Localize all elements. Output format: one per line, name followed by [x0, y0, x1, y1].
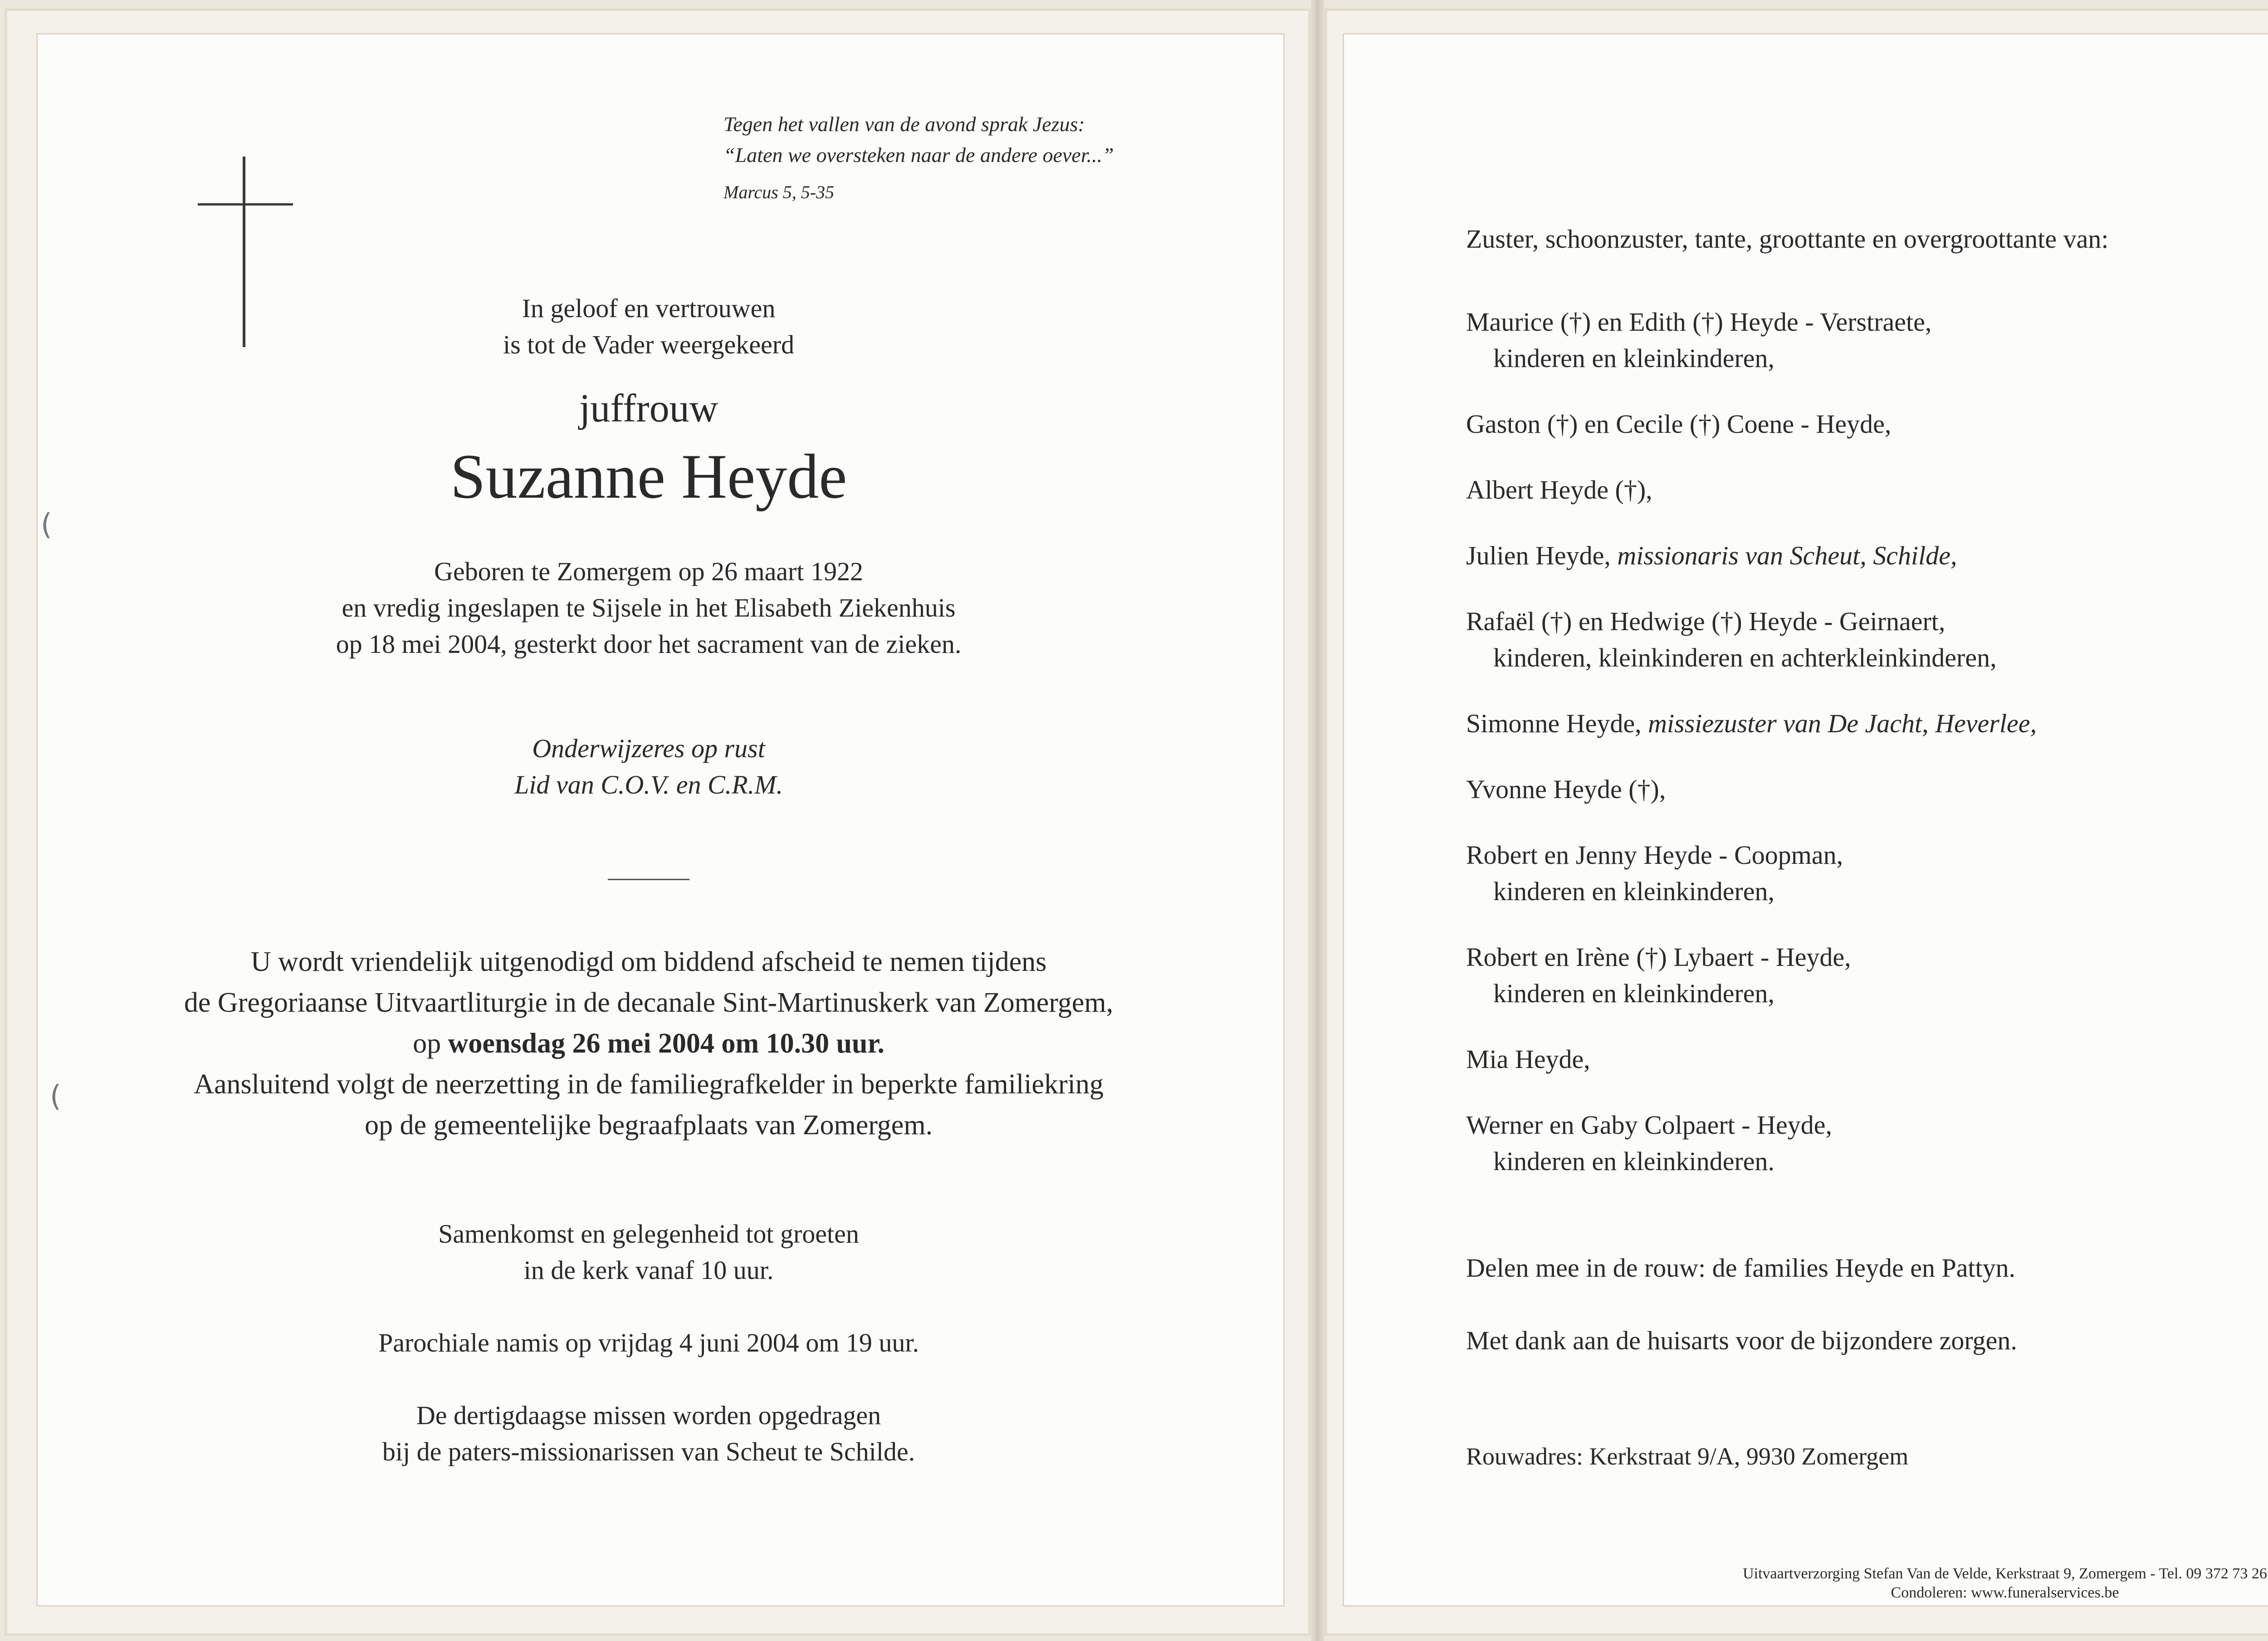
family-entry-sub: kinderen en kleinkinderen, [1493, 979, 1775, 1008]
bible-quote [723, 109, 1114, 171]
family-entry-name: Simonne Heyde, [1466, 709, 1648, 738]
family-entry: Albert Heyde (†), [1466, 475, 1652, 505]
role-line: Lid van C.O.V. en C.R.M. [514, 770, 783, 799]
mourning-families: Delen mee in de rouw: de families Heyde en Pattyn. [1466, 1253, 2016, 1283]
invitation-line: U wordt vriendelijk uitgenodigd om biddend afscheid te nemen tijdens [250, 946, 1047, 977]
family-entry [1466, 538, 2037, 574]
gathering-line: Samenkomst en gelegenheid tot groeten [438, 1219, 859, 1249]
parish-mass: Parochiale namis op vrijdag 4 juni 2004 om 19 uur. [378, 1328, 919, 1357]
family-entry: Werner en Gaby Colpaert - Heyde, [1466, 1110, 1832, 1140]
left-page-frame [36, 33, 1285, 1607]
roles [422, 730, 875, 803]
footer-line: Uitvaartverzorging Stefan Van de Velde, Kerkstraat 9, Zomergem - Tel. 09 372 73 26 [1743, 1565, 2267, 1582]
intro-text [467, 290, 830, 363]
punch-hole-mark: ( [41, 508, 52, 542]
family-entry: Yvonne Heyde (†), [1466, 774, 1666, 804]
funeral-home-footer [1579, 1564, 2268, 1602]
footer-line: Condoleren: www.funeralservices.be [1891, 1584, 2119, 1601]
family-entry-name: Julien Heyde, [1466, 541, 1618, 570]
left-page [5, 8, 1311, 1636]
mourning-address: Rouwadres: Kerkstraat 9/A, 9930 Zomergem [1466, 1443, 1909, 1470]
family-list [1466, 304, 2037, 1180]
family-entry: Gaston (†) en Cecile (†) Coene - Heyde, [1466, 409, 1892, 439]
deceased-name: Suzanne Heyde [450, 441, 847, 512]
funeral-date: woensdag 26 mei 2004 om 10.30 uur. [448, 1028, 885, 1059]
family-entry: Robert en Irène (†) Lybaert - Heyde, [1466, 942, 1851, 972]
family-entry-role: missiezuster van De Jacht, Heverlee, [1648, 709, 2037, 738]
role-line: Onderwijzeres op rust [532, 734, 765, 763]
divider [608, 879, 689, 880]
detail-line: Geboren te Zomergem op 26 maart 1922 [434, 557, 863, 586]
invitation [82, 941, 1216, 1146]
family-entry: Mia Heyde, [1466, 1044, 1590, 1074]
thanks-note: Met dank aan de huisarts voor de bijzondere zorgen. [1466, 1326, 2017, 1355]
quote-line: “Laten we oversteken naar de andere oever...” [723, 143, 1114, 167]
cross-icon-bar [198, 203, 293, 206]
card-fold [1311, 0, 1325, 1641]
deceased-title: juffrouw [579, 387, 719, 431]
cross-icon [243, 157, 245, 347]
invitation-line [82, 1023, 1216, 1064]
quote-line: Tegen het vallen van de avond sprak Jezus: [723, 113, 1085, 136]
intro-line: is tot de Vader weergekeerd [503, 330, 795, 359]
monthly-line: De dertigdaagse missen worden opgedragen [416, 1401, 881, 1430]
family-entry-role: missionaris van Scheut, Schilde, [1617, 541, 1957, 570]
punch-hole-mark: ( [50, 1080, 61, 1113]
relations-heading: Zuster, schoonzuster, tante, groottante en overgroottante van: [1466, 224, 2109, 254]
invitation-prefix: op [413, 1028, 448, 1059]
birth-death-details [240, 554, 1057, 662]
monthly-masses [286, 1397, 1012, 1470]
family-entry-sub: kinderen en kleinkinderen. [1493, 1146, 1775, 1176]
quote-reference: Marcus 5, 5-35 [723, 182, 835, 202]
intro-line: In geloof en vertrouwen [522, 294, 776, 323]
invitation-line: Aansluitend volgt de neerzetting in de familiegrafkelder in beperkte familiekring [194, 1069, 1104, 1100]
gathering-line: in de kerk vanaf 10 uur. [523, 1255, 774, 1285]
family-entry [1466, 705, 2037, 742]
family-entry-sub: kinderen en kleinkinderen, [1493, 343, 1775, 373]
family-entry-sub: kinderen en kleinkinderen, [1493, 877, 1775, 906]
family-entry: Maurice (†) en Edith (†) Heyde - Verstraete, [1466, 307, 1932, 337]
gathering-info [331, 1216, 966, 1288]
family-entry: Robert en Jenny Heyde - Coopman, [1466, 840, 1843, 870]
detail-line: en vredig ingeslapen te Sijsele in het Elisabeth Ziekenhuis [342, 593, 956, 622]
family-entry-sub: kinderen, kleinkinderen en achterkleinkinderen, [1493, 643, 1997, 672]
detail-line: op 18 mei 2004, gesterkt door het sacrament van de zieken. [336, 629, 962, 659]
invitation-line: de Gregoriaanse Uitvaartliturgie in de decanale Sint-Martinuskerk van Zomergem, [184, 987, 1114, 1018]
monthly-line: bij de paters-missionarissen van Scheut te Schilde. [382, 1437, 915, 1466]
family-entry: Rafaël (†) en Hedwige (†) Heyde - Geirnaert, [1466, 607, 1945, 636]
invitation-line: op de gemeentelijke begraafplaats van Zomergem. [364, 1110, 933, 1141]
